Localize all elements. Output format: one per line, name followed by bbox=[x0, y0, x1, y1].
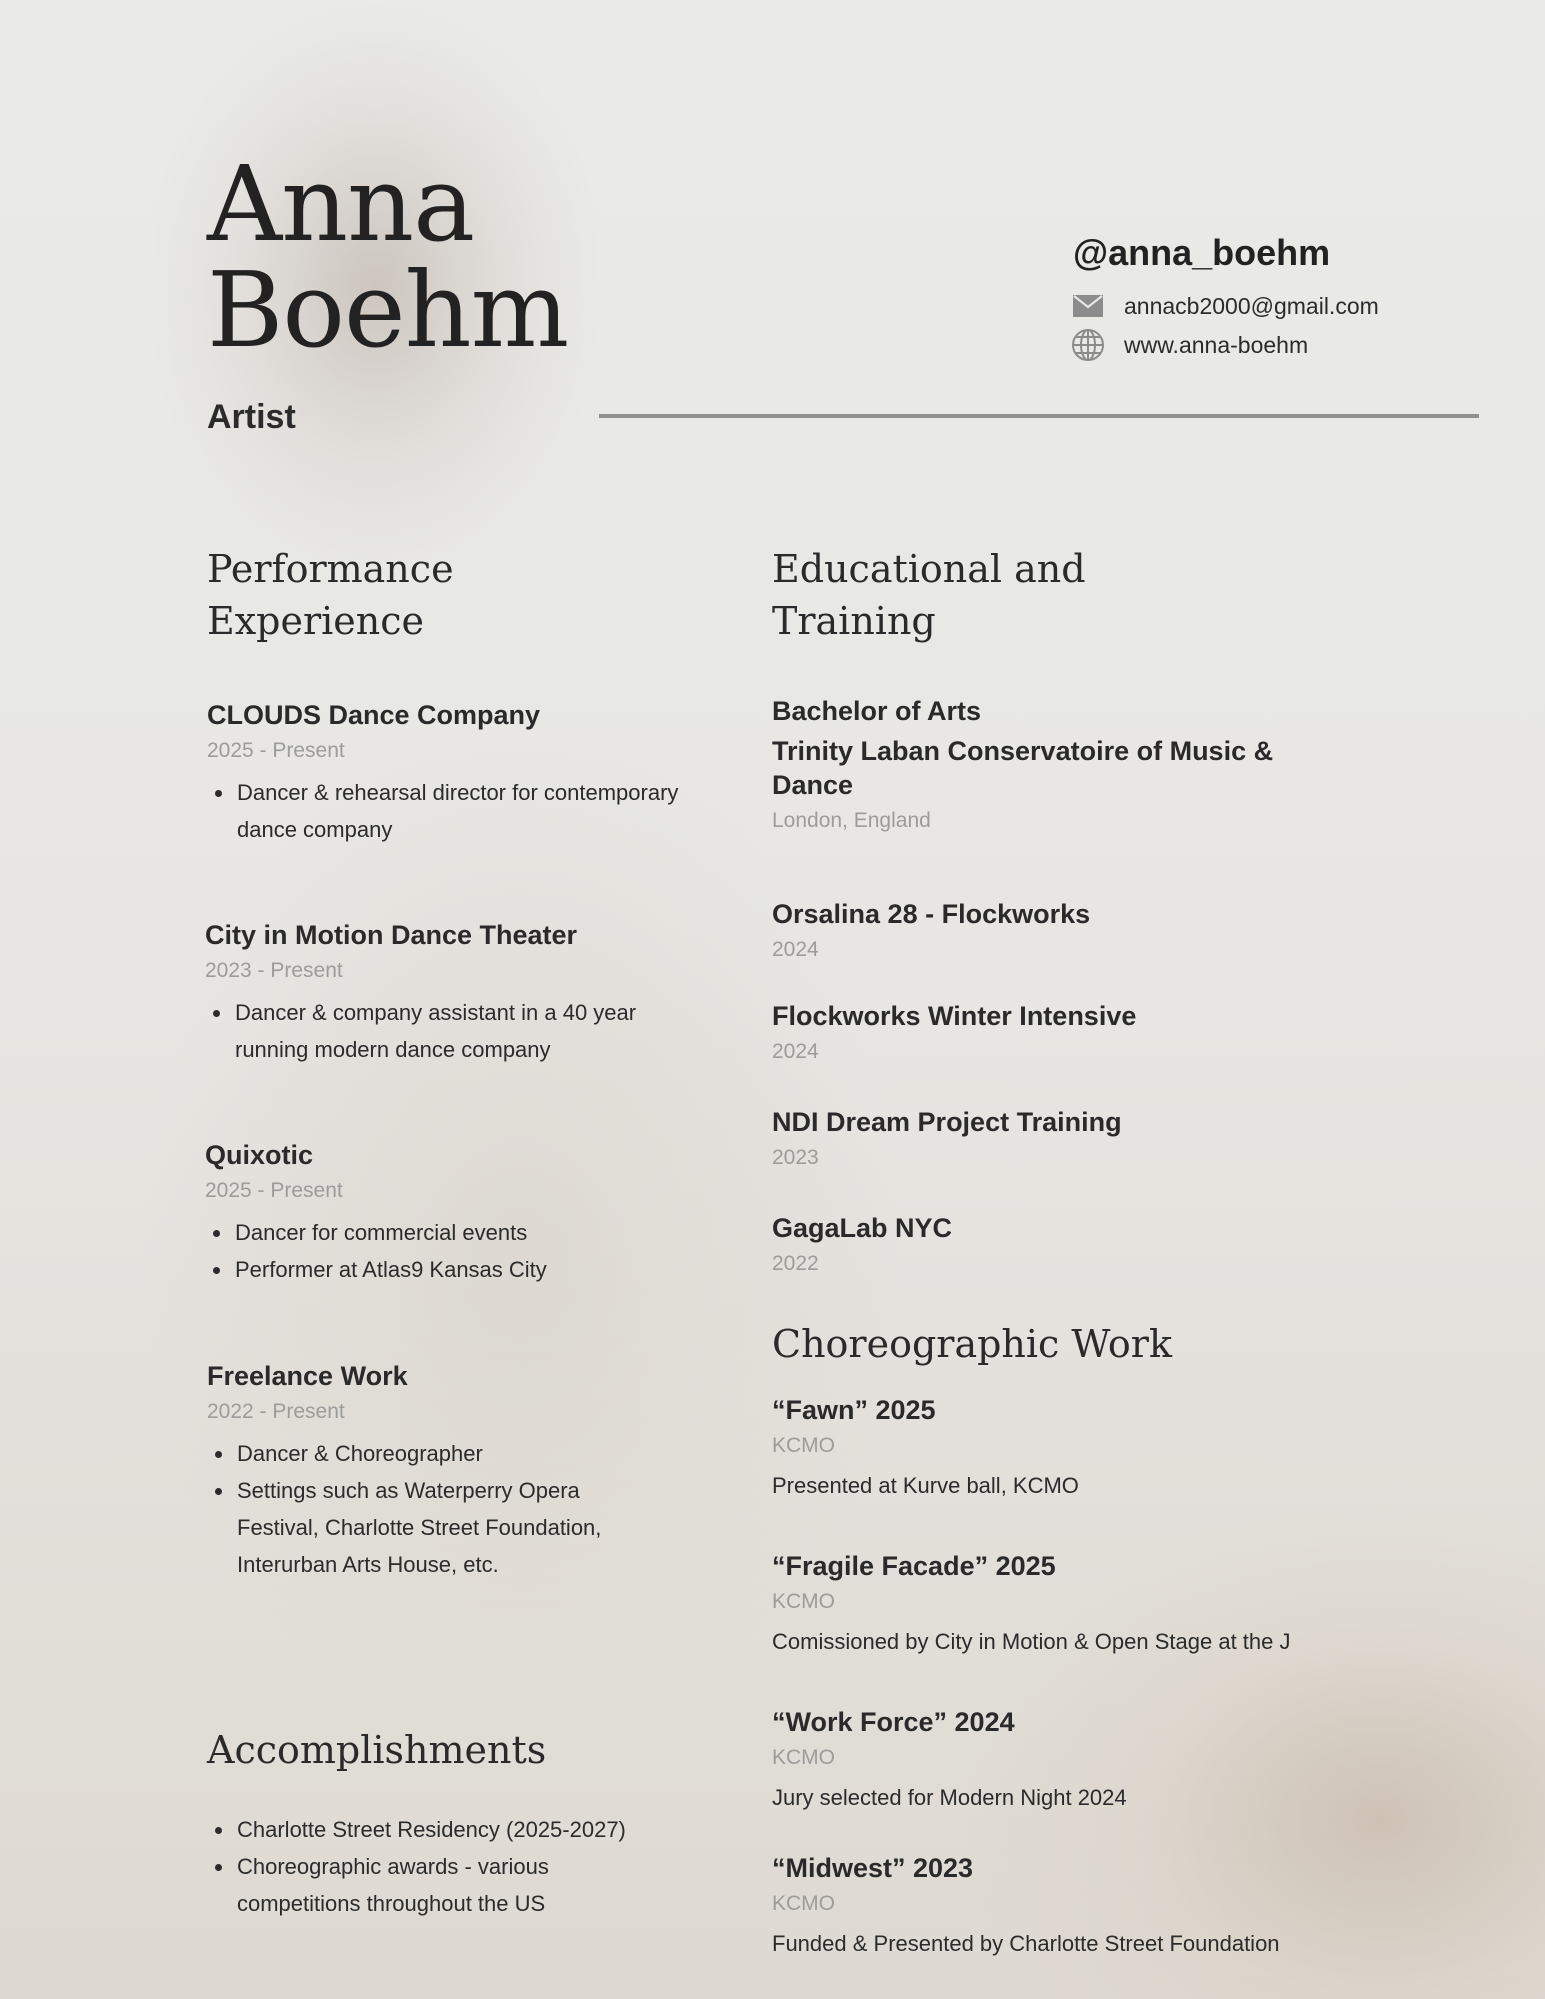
training-year: 2023 bbox=[772, 1146, 819, 1169]
bullet-item: • Dancer & company assistant in a 40 year running modern dance company bbox=[233, 994, 695, 1068]
last-name: Boehm bbox=[207, 249, 569, 371]
accomplishments-section-title bbox=[207, 1724, 546, 1776]
work-location: KCMO bbox=[772, 1434, 835, 1457]
training-title: NDI Dream Project Training bbox=[772, 1107, 1122, 1137]
header-divider bbox=[599, 414, 1479, 418]
work-title: “Fragile Facade” 2025 bbox=[772, 1551, 1056, 1581]
bullet-item: • Dancer for commercial events bbox=[233, 1214, 695, 1251]
training-item bbox=[772, 1105, 1122, 1173]
bullet-list bbox=[207, 774, 687, 848]
bullet-list bbox=[205, 1214, 695, 1288]
entry-title: Freelance Work bbox=[207, 1361, 408, 1391]
training-item bbox=[772, 897, 1090, 965]
performance-section-title bbox=[207, 543, 454, 647]
education-section-title bbox=[772, 543, 1086, 647]
work-title: “Work Force” 2024 bbox=[772, 1707, 1015, 1737]
school-name: Trinity Laban Conservatoire of Music & Dance bbox=[772, 736, 1274, 800]
bullet-item: • Settings such as Waterperry Opera Festival, Charlotte Street Foundation, Interurban Arts House, etc. bbox=[235, 1472, 667, 1583]
bullet-list bbox=[207, 1435, 667, 1583]
training-title: Orsalina 28 - Flockworks bbox=[772, 899, 1091, 929]
section-title-line: Experience bbox=[207, 599, 425, 643]
work-location: KCMO bbox=[772, 1746, 835, 1769]
degree-title: Bachelor of Arts bbox=[772, 696, 982, 726]
section-title-line: Educational and bbox=[772, 547, 1086, 591]
bullet-item: • Choreographic awards - various competitions throughout the US bbox=[235, 1848, 677, 1922]
entry-date: 2023 - Present bbox=[205, 959, 343, 982]
accomplishments-list bbox=[207, 1811, 677, 1922]
work-item bbox=[772, 1705, 1492, 1813]
work-description: Presented at Kurve ball, KCMO bbox=[772, 1473, 1079, 1498]
choreography-section-title bbox=[772, 1318, 1172, 1370]
work-location: KCMO bbox=[772, 1590, 835, 1613]
bullet-item: • Dancer & Choreographer bbox=[235, 1435, 667, 1472]
work-item bbox=[772, 1393, 1492, 1501]
website-row bbox=[1070, 327, 1308, 363]
training-title: Flockworks Winter Intensive bbox=[772, 1001, 1137, 1031]
entry-title: CLOUDS Dance Company bbox=[207, 700, 541, 730]
entry-title: Quixotic bbox=[205, 1140, 314, 1170]
performance-entry bbox=[207, 698, 687, 848]
training-year: 2024 bbox=[772, 938, 819, 961]
work-description: Comissioned by City in Motion & Open Stage at the J bbox=[772, 1629, 1291, 1654]
section-title-line: Training bbox=[772, 599, 936, 643]
work-location: KCMO bbox=[772, 1892, 835, 1915]
section-title: Accomplishments bbox=[207, 1728, 547, 1772]
entry-date: 2022 - Present bbox=[207, 1400, 345, 1423]
envelope-icon bbox=[1070, 288, 1106, 324]
social-handle: @anna_boehm bbox=[1073, 232, 1331, 273]
entry-title: City in Motion Dance Theater bbox=[205, 920, 578, 950]
globe-icon bbox=[1070, 327, 1106, 363]
email-row bbox=[1070, 288, 1379, 324]
work-description: Jury selected for Modern Night 2024 bbox=[772, 1785, 1127, 1810]
training-item bbox=[772, 999, 1136, 1067]
training-title: GagaLab NYC bbox=[772, 1213, 953, 1243]
bullet-item: • Performer at Atlas9 Kansas City bbox=[233, 1251, 695, 1288]
job-title: Artist bbox=[207, 398, 296, 436]
email-link[interactable]: annacb2000@gmail.com bbox=[1124, 292, 1379, 319]
work-title: “Fawn” 2025 bbox=[772, 1395, 936, 1425]
training-year: 2024 bbox=[772, 1040, 819, 1063]
performance-entry bbox=[205, 918, 695, 1068]
training-item bbox=[772, 1211, 952, 1279]
work-item bbox=[772, 1851, 1492, 1959]
section-title-line: Performance bbox=[207, 547, 454, 591]
bullet-item: • Charlotte Street Residency (2025-2027) bbox=[235, 1811, 677, 1848]
entry-date: 2025 - Present bbox=[205, 1179, 343, 1202]
work-description: Funded & Presented by Charlotte Street Foundation bbox=[772, 1931, 1280, 1956]
first-name: Anna bbox=[207, 143, 475, 265]
website-link[interactable]: www.anna-boehm bbox=[1124, 331, 1309, 358]
performance-entry bbox=[207, 1359, 667, 1583]
bullet-list bbox=[207, 1811, 677, 1922]
entry-date: 2025 - Present bbox=[207, 739, 345, 762]
work-item bbox=[772, 1549, 1492, 1657]
section-title: Choreographic Work bbox=[772, 1322, 1172, 1366]
education-degree bbox=[772, 694, 1332, 836]
school-location: London, England bbox=[772, 809, 931, 832]
bullet-list bbox=[205, 994, 695, 1068]
training-year: 2022 bbox=[772, 1252, 819, 1275]
work-title: “Midwest” 2023 bbox=[772, 1853, 974, 1883]
bullet-item: • Dancer & rehearsal director for contemporary dance company bbox=[235, 774, 687, 848]
performance-entry bbox=[205, 1138, 695, 1288]
